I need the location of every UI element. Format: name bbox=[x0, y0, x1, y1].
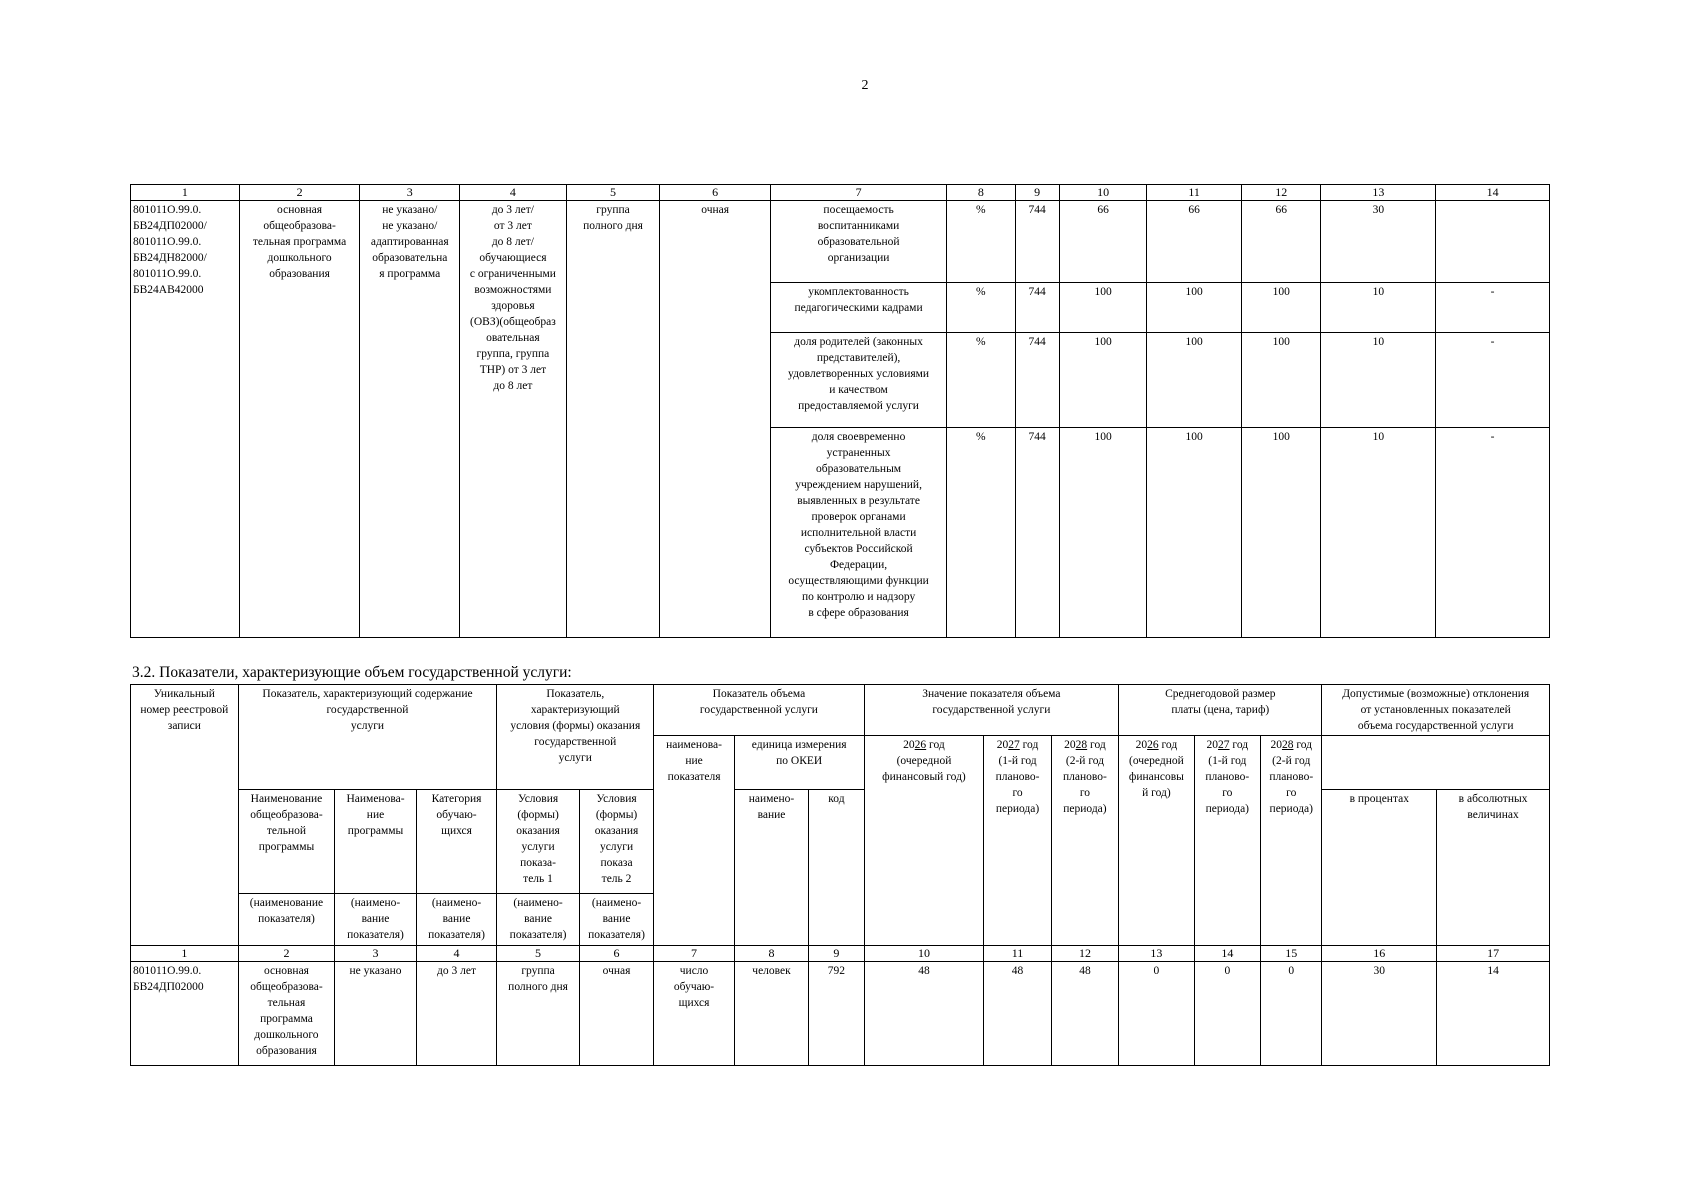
fee-2028: 0 bbox=[1261, 962, 1322, 1066]
header-registry: Уникальный номер реестровой записи bbox=[131, 685, 239, 946]
col-num: 16 bbox=[1322, 946, 1437, 962]
year-number: 28 bbox=[1281, 739, 1294, 751]
value-2026: 48 bbox=[864, 962, 984, 1066]
year-prefix: 20 bbox=[996, 739, 1009, 751]
fee-2027: 0 bbox=[1194, 962, 1260, 1066]
col-num: 11 bbox=[1147, 185, 1242, 201]
col-num: 4 bbox=[460, 185, 567, 201]
header-sub-condition-2: Условия (формы) оказания услуги показа тель 2 bbox=[579, 790, 653, 894]
header-indicator-name: (наимено- вание показателя) bbox=[335, 894, 417, 946]
header-volume-name: наименова- ние показателя bbox=[654, 736, 735, 946]
year-prefix: 20 bbox=[903, 739, 915, 751]
year-prefix: 20 bbox=[1206, 739, 1219, 751]
year-number: 26 bbox=[914, 739, 927, 751]
col-num: 1 bbox=[131, 946, 239, 962]
indicator-name: доля родителей (законных представителей), удовлетворенных условиями и качеством предоставляемой услуги bbox=[771, 333, 947, 428]
header-year-1 bbox=[864, 736, 984, 946]
year-prefix: 20 bbox=[1135, 739, 1148, 751]
unit: % bbox=[947, 201, 1015, 283]
column-number-row bbox=[131, 946, 1550, 962]
col-num: 7 bbox=[771, 185, 947, 201]
header-indicator-name: (наимено- вание показателя) bbox=[497, 894, 580, 946]
col-num: 13 bbox=[1119, 946, 1194, 962]
header-deviation-abs: в абсолютных величинах bbox=[1437, 790, 1550, 946]
header-deviation-pct: в процентах bbox=[1322, 790, 1437, 946]
unit-code: 792 bbox=[809, 962, 864, 1066]
deviation-pct: 10 bbox=[1321, 283, 1436, 333]
year-number: 27 bbox=[1008, 739, 1020, 751]
col-num: 2 bbox=[239, 185, 360, 201]
header-conditions: Показатель, характеризующий условия (формы) оказания государственной услуги bbox=[497, 685, 654, 790]
header-value: Значение показателя объема государственной услуги bbox=[864, 685, 1119, 736]
value-2027: 66 bbox=[1147, 201, 1242, 283]
header-unit-code: код bbox=[809, 790, 864, 946]
col-num: 14 bbox=[1194, 946, 1260, 962]
value-2028: 100 bbox=[1241, 283, 1321, 333]
deviation-abs: - bbox=[1436, 333, 1550, 428]
header-sub-program: Наименование общеобразова- тельной программы bbox=[238, 790, 335, 894]
year-number: 27 bbox=[1218, 739, 1230, 751]
registry-number: 801011О.99.0. БВ24ДП02000/ 801011О.99.0. БВ24ДН82000/ 801011О.99.0. БВ24АВ42000 bbox=[131, 201, 240, 638]
unit: % bbox=[947, 428, 1015, 638]
header-year-2 bbox=[984, 736, 1051, 946]
header-unit-name: наимено- вание bbox=[734, 790, 808, 946]
fee-2026: 0 bbox=[1119, 962, 1194, 1066]
deviation-pct: 30 bbox=[1321, 201, 1436, 283]
program-name: основная общеобразова- тельная программа дошкольного образования bbox=[239, 201, 360, 638]
header-volume: Показатель объема государственной услуги bbox=[654, 685, 864, 736]
quality-indicators-table bbox=[130, 184, 1550, 638]
indicator-name: посещаемость воспитанниками образовательной организации bbox=[771, 201, 947, 283]
value-2026: 66 bbox=[1059, 201, 1147, 283]
value-2026: 100 bbox=[1059, 333, 1147, 428]
program-type: не указано bbox=[335, 962, 417, 1066]
header-row bbox=[131, 790, 1550, 894]
value-2028: 100 bbox=[1241, 333, 1321, 428]
header-deviation: Допустимые (возможные) отклонения от установленных показателей объема государственной услуги bbox=[1322, 685, 1550, 736]
year-number: 26 bbox=[1147, 739, 1159, 751]
col-num: 8 bbox=[947, 185, 1015, 201]
col-num: 3 bbox=[360, 185, 460, 201]
okei-code: 744 bbox=[1015, 201, 1059, 283]
col-num: 10 bbox=[864, 946, 984, 962]
page-number: 2 bbox=[861, 78, 869, 93]
unit: % bbox=[947, 283, 1015, 333]
col-num: 2 bbox=[238, 946, 335, 962]
year-suffix: год (2-й год планово- го периода) bbox=[1269, 739, 1314, 815]
col-num: 17 bbox=[1437, 946, 1550, 962]
year-number: 28 bbox=[1075, 739, 1088, 751]
table-row bbox=[131, 962, 1550, 1066]
year-prefix: 20 bbox=[1270, 739, 1282, 751]
header-content: Показатель, характеризующий содержание государственной услуги bbox=[238, 685, 497, 790]
okei-code: 744 bbox=[1015, 428, 1059, 638]
indicator-name: укомплектованность педагогическими кадрами bbox=[771, 283, 947, 333]
unit-name: человек bbox=[734, 962, 808, 1066]
value-2028: 48 bbox=[1051, 962, 1118, 1066]
col-num: 7 bbox=[654, 946, 735, 962]
header-sub-category: Категория обучаю- щихся bbox=[416, 790, 497, 894]
col-num: 13 bbox=[1321, 185, 1436, 201]
col-num: 12 bbox=[1241, 185, 1321, 201]
condition-1: группа полного дня bbox=[566, 201, 660, 638]
table-row bbox=[131, 201, 1550, 283]
program-type: не указано/ не указано/ адаптированная образовательна я программа bbox=[360, 201, 460, 638]
deviation-pct: 10 bbox=[1321, 333, 1436, 428]
year-suffix: год (1-й год планово- го периода) bbox=[1205, 739, 1250, 815]
value-2027: 48 bbox=[984, 962, 1051, 1066]
header-year-3 bbox=[1051, 736, 1118, 946]
header-indicator-name: (наименование показателя) bbox=[238, 894, 335, 946]
condition-2: очная bbox=[579, 962, 653, 1066]
col-num: 11 bbox=[984, 946, 1051, 962]
condition-1: группа полного дня bbox=[497, 962, 580, 1066]
col-num: 5 bbox=[566, 185, 660, 201]
deviation-pct: 30 bbox=[1322, 962, 1437, 1066]
value-2028: 100 bbox=[1241, 428, 1321, 638]
section-title: 3.2. Показатели, характеризующие объем государственной услуги: bbox=[132, 664, 572, 681]
value-2027: 100 bbox=[1147, 283, 1242, 333]
header-volume-unit: единица измерения по ОКЕИ bbox=[734, 736, 864, 790]
volume-indicator: число обучаю- щихся bbox=[654, 962, 735, 1066]
value-2026: 100 bbox=[1059, 283, 1147, 333]
header-row bbox=[131, 685, 1550, 736]
col-num: 10 bbox=[1059, 185, 1147, 201]
header-fee-year-3 bbox=[1261, 736, 1322, 946]
col-num: 15 bbox=[1261, 946, 1322, 962]
deviation-pct: 10 bbox=[1321, 428, 1436, 638]
year-suffix: год (очередной финансовы й год) bbox=[1128, 739, 1184, 799]
column-number-row bbox=[131, 185, 1550, 201]
okei-code: 744 bbox=[1015, 333, 1059, 428]
year-suffix: год (очередной финансовый год) bbox=[882, 739, 966, 783]
header-sub-condition-1: Условия (формы) оказания услуги показа- тель 1 bbox=[497, 790, 580, 894]
okei-code: 744 bbox=[1015, 283, 1059, 333]
col-num: 6 bbox=[579, 946, 653, 962]
registry-number: 801011О.99.0. БВ24ДП02000 bbox=[131, 962, 239, 1066]
col-num: 12 bbox=[1051, 946, 1118, 962]
student-category: до 3 лет bbox=[416, 962, 497, 1066]
indicator-name: доля своевременно устраненных образовательным учреждением нарушений, выявленных в результате проверок органами исполнительной власти субъектов Российской Федерации, осуществляющими функции по контролю и надзору в сфере образования bbox=[771, 428, 947, 638]
col-num: 6 bbox=[660, 185, 771, 201]
col-num: 8 bbox=[734, 946, 808, 962]
col-num: 9 bbox=[809, 946, 864, 962]
condition-2: очная bbox=[660, 201, 771, 638]
header-indicator-name: (наимено- вание показателя) bbox=[416, 894, 497, 946]
header-fee: Среднегодовой размер платы (цена, тариф) bbox=[1119, 685, 1322, 736]
deviation-abs: 14 bbox=[1437, 962, 1550, 1066]
header-fee-year-1 bbox=[1119, 736, 1194, 946]
year-suffix: год (1-й год планово- го периода) bbox=[995, 739, 1040, 815]
col-num: 5 bbox=[497, 946, 580, 962]
deviation-abs: - bbox=[1436, 283, 1550, 333]
student-category: до 3 лет/ от 3 лет до 8 лет/ обучающиеся с ограниченными возможностями здоровья (ОВЗ)(общеобраз овательная группа, группа ТНР) от 3 лет до 8 лет bbox=[460, 201, 567, 638]
col-num: 3 bbox=[335, 946, 417, 962]
col-num: 9 bbox=[1015, 185, 1059, 201]
deviation-abs bbox=[1436, 201, 1550, 283]
col-num: 14 bbox=[1436, 185, 1550, 201]
year-prefix: 20 bbox=[1064, 739, 1076, 751]
value-2027: 100 bbox=[1147, 333, 1242, 428]
value-2028: 66 bbox=[1241, 201, 1321, 283]
deviation-abs: - bbox=[1436, 428, 1550, 638]
col-num: 4 bbox=[416, 946, 497, 962]
header-fee-year-2 bbox=[1194, 736, 1260, 946]
unit: % bbox=[947, 333, 1015, 428]
value-2027: 100 bbox=[1147, 428, 1242, 638]
header-indicator-name: (наимено- вание показателя) bbox=[579, 894, 653, 946]
header-sub-program-name: Наименова- ние программы bbox=[335, 790, 417, 894]
volume-indicators-table bbox=[130, 684, 1550, 1066]
value-2026: 100 bbox=[1059, 428, 1147, 638]
program-name: основная общеобразова- тельная программа дошкольного образования bbox=[238, 962, 335, 1066]
col-num: 1 bbox=[131, 185, 240, 201]
year-suffix: год (2-й год планово- го периода) bbox=[1063, 739, 1107, 815]
header-deviation-blank bbox=[1322, 736, 1550, 790]
